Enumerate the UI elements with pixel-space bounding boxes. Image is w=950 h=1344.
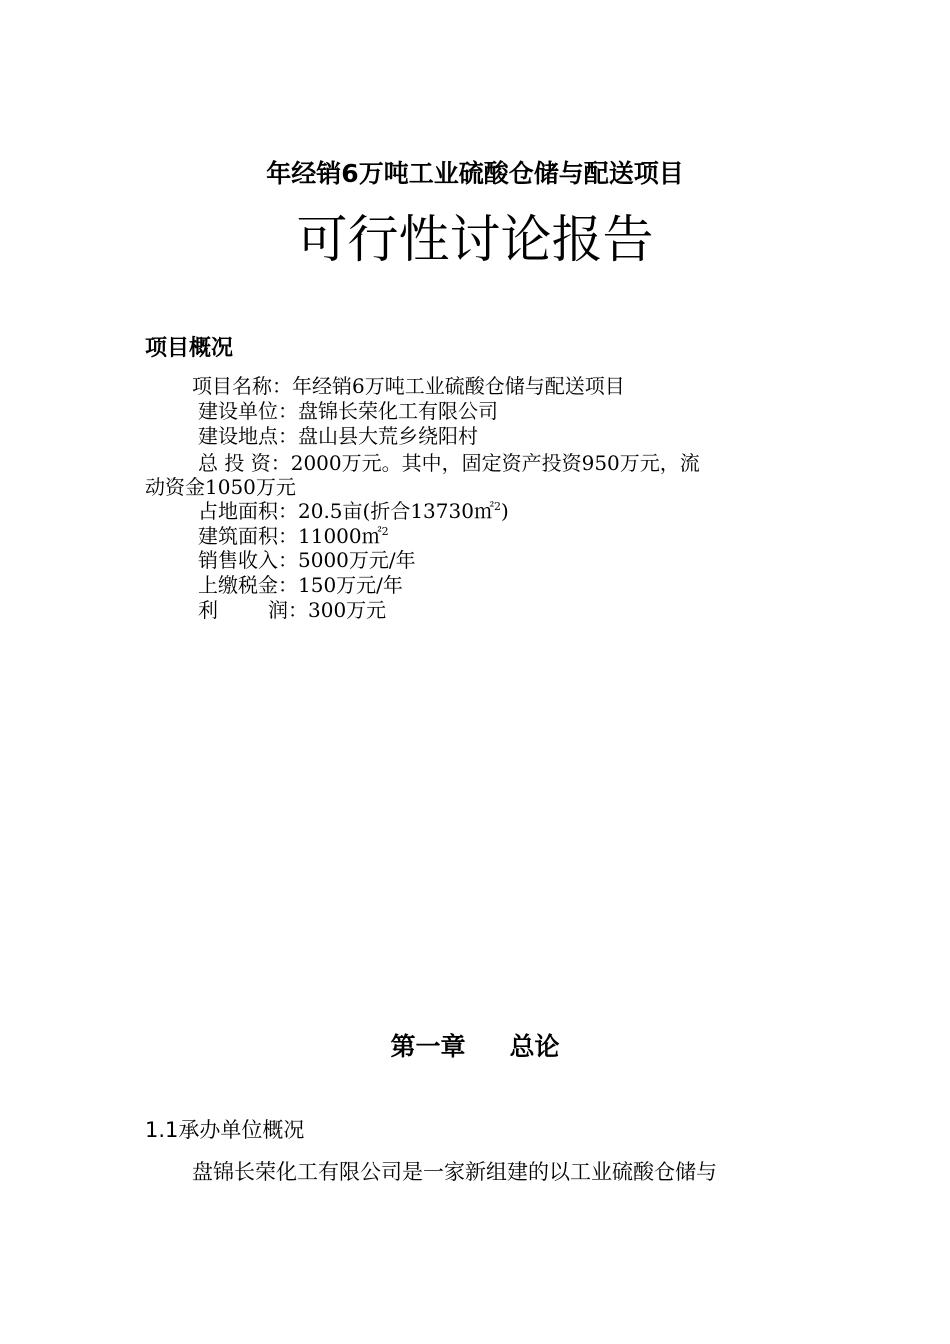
chapter-number: 第一章: [390, 1032, 466, 1061]
overview-heading: 项目概况: [145, 336, 234, 361]
document-title: 可行性讨论报告: [296, 211, 654, 270]
document-subtitle: 年经销6万吨工业硫酸仓储与配送项目: [266, 159, 684, 188]
section-heading: 1.1承办单位概况: [145, 1118, 305, 1142]
building-area-text: 建筑面积：11000㎡: [198, 524, 382, 548]
building-area-superscript: 2: [381, 525, 389, 538]
section-paragraph: 盘锦长荣化工有限公司是一家新组建的以工业硫酸仓储与: [192, 1160, 717, 1184]
land-area-close: ): [500, 499, 509, 523]
land-area-text: 占地面积：20.5亩(折合13730㎡: [198, 499, 494, 523]
sales-revenue-line: 销售收入：5000万元/年: [198, 548, 416, 572]
land-area-line: [198, 499, 509, 523]
investment-line-1: 总 投 资：2000万元。其中，固定资产投资950万元，流: [198, 451, 700, 475]
profit-label-first: 利: [198, 598, 218, 622]
land-area-superscript: 2: [493, 500, 501, 513]
chapter-name: 总论: [509, 1032, 560, 1061]
profit-label-rest: 润：300万元: [268, 598, 387, 622]
project-name-line: 项目名称：年经销6万吨工业硫酸仓储与配送项目: [192, 374, 625, 398]
location-line: 建设地点：盘山县大荒乡绕阳村: [198, 424, 478, 448]
investment-line-2: 动资金1050万元: [145, 475, 296, 499]
profit-line: [198, 598, 386, 622]
tax-line: 上缴税金：150万元/年: [198, 573, 403, 597]
building-area-line: [198, 524, 389, 548]
builder-line: 建设单位：盘锦长荣化工有限公司: [198, 399, 498, 423]
chapter-heading: [0, 1030, 950, 1064]
